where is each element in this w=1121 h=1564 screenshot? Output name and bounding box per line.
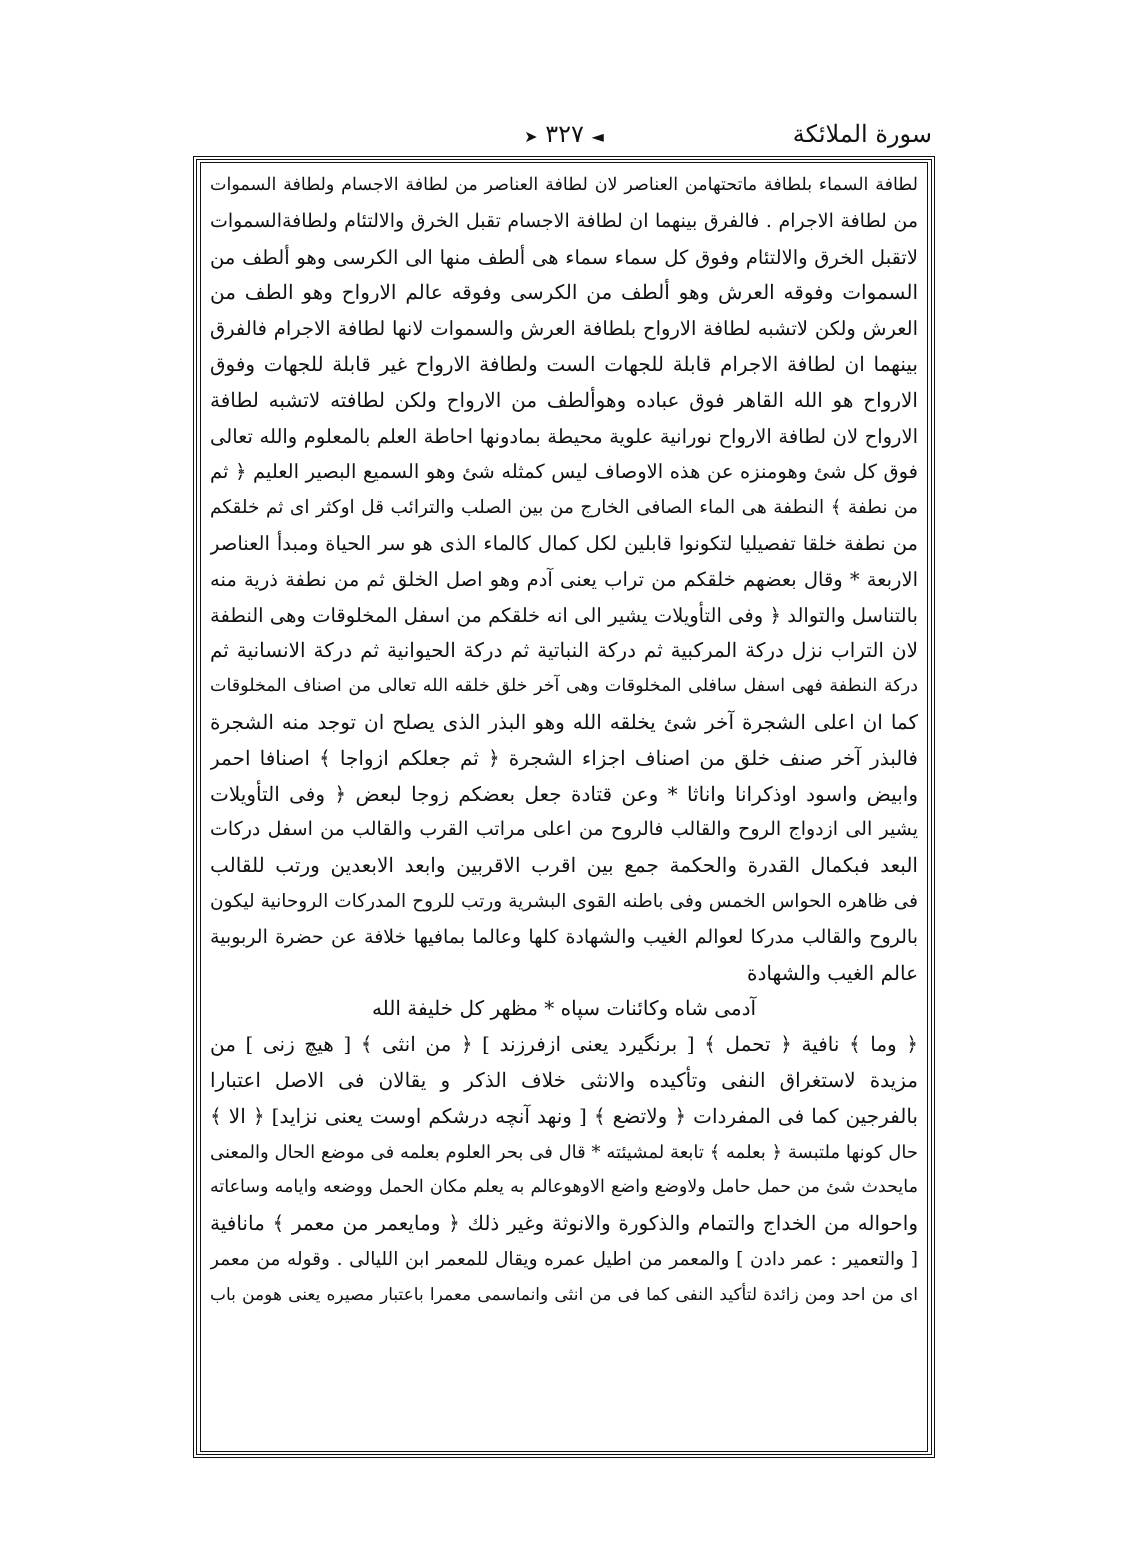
text-line: مايحدث شئ من حمل حامل ولاوضع واضع الاوهوعالم به يعلم مكان الحمل ووضعه وايامه وساعاته	[210, 1177, 918, 1198]
page-number-group	[196, 120, 932, 148]
text-line: لان التراب نزل دركة المركبية ثم دركة النباتية ثم دركة الحيوانية ثم دركة الانسانية ثم	[210, 638, 918, 663]
text-line: الاربعة * وقال بعضهم خلقكم من تراب يعنى آدم وهو اصل الخلق ثم من نطفة ذرية منه	[210, 567, 918, 591]
text-line: اى من احد ومن زائدة لتأكيد النفى كما فى من انثى وانماسمى معمرا باعتبار مصيره يعنى هومن باب	[210, 1284, 918, 1305]
text-line: عالم الغيب والشهادة	[747, 960, 918, 985]
text-line: من لطافة الاجرام . فالفرق بينهما ان لطافة الاجسام تقبل الخرق والالتئام ولطافةالسموات	[210, 209, 918, 232]
text-line: العرش ولكن لاتشبه لطافة الارواح بلطافة العرش والسموات لانها لطافة الاجرام فالفرق	[210, 317, 918, 341]
text-line: البعد فبكمال القدرة والحكمة جمع بين اقرب الاقربين وابعد الابعدين ورتب للقالب	[210, 853, 918, 878]
text-line: حال كونها ملتبسة ﴿ بعلمه ﴾ تابعة لمشيئته * قال فى بحر العلوم بعلمه فى موضع الحال والمعنى	[210, 1141, 918, 1163]
text-line: من نطفة خلقا تفصيليا لتكونوا قابلين لكل كمال كالماء الذى هو سر الحياة ومبدأ العناصر	[210, 531, 918, 555]
surah-name: سورة الملائكة	[792, 120, 932, 148]
text-line: لطافة السماء بلطافة ماتحتهامن العناصر لان لطافة العناصر من لطافة الاجسام ولطافة السموات	[210, 175, 918, 195]
text-line: بينهما ان لطافة الاجرام قابلة للجهات الست ولطافة الارواح غير قابلة للجهات وفوق	[210, 351, 918, 376]
text-line: بالتناسل والتوالد ﴿ وفى التأويلات يشير الى انه خلقكم من اسفل المخلوقات وهى النطفة	[210, 603, 918, 627]
text-line: دركة النطفة فهى اسفل سافلى المخلوقات وهى آخر خلق خلقه الله تعالى من اصناف المخلوقات	[210, 676, 918, 697]
text-line: الارواح هو الله القاهر فوق عباده وهوألطف من الارواح ولكن لطافته لاتشبه لطافة	[210, 387, 918, 412]
text-line: لاتقبل الخرق والالتئام وفوق كل سماء سماء هى ألطف منها الى الكرسى وهو ألطف من	[210, 245, 918, 269]
text-line: السموات وفوقه العرش وهو ألطف من الكرسى وفوقه عالم الارواح وهو الطف من	[210, 280, 918, 305]
text-line: كما ان اعلى الشجرة آخر شئ يخلقه الله وهو البذر الذى يصلح ان توجد منه الشجرة	[210, 709, 918, 734]
text-line: من نطفة ﴾ النطفة هى الماء الصافى الخارج من بين الصلب والترائب قل اوكثر اى ثم خلقكم	[210, 497, 918, 519]
text-line: فالبذر آخر صنف خلق من اصناف اجزاء الشجرة ﴿ ثم جعلكم ازواجا ﴾ اصنافا احمر	[210, 745, 918, 770]
text-line: [ والتعمير : عمر دادن ] والمعمر من اطيل عمره ويقال للمعمر ابن الليالى . وقوله من معمر	[210, 1248, 918, 1270]
page-header	[196, 112, 932, 152]
text-line: فى ظاهره الحواس الخمس وفى باطنه القوى البشرية ورتب للروح المدركات الروحانية ليكون	[210, 890, 918, 912]
text-line: الارواح لان لطافة الارواح نورانية علوية محيطة بمادونها احاطة العلم بالمعلوم والله تعالى	[210, 424, 918, 448]
left-ornament-icon: ➤	[524, 127, 538, 146]
text-line: فوق كل شئ وهومنزه عن هذه الاوصاف ليس كمثله شئ وهو السميع البصير العليم ﴿ ثم	[210, 460, 918, 484]
text-line: ﴿ وما ﴾ نافية ﴿ تحمل ﴾ [ برنگيرد يعنى ازفرزند ] ﴿ من انثى ﴾ [ هيچ زنى ] من	[210, 1032, 918, 1057]
right-ornament-icon: ◄	[591, 127, 604, 146]
text-line: بالروح والقالب مدركا لعوالم الغيب والشهادة كلها وعالما بمافيها خلافة عن حضرة الربوبية	[210, 925, 918, 948]
text-line: واحواله من الخداج والتمام والذكورة والانوثة وغير ذلك ﴿ ومايعمر من معمر ﴾ مانافية	[210, 1211, 918, 1236]
text-line: يشير الى ازدواج الروح والقالب فالروح من اعلى مراتب القرب والقالب من اسفل دركات	[210, 818, 918, 841]
text-line: وابيض واسود اوذكرانا واناثا * وعن قتادة جعل بعضكم زوجا لبعض ﴿ وفى التأويلات	[210, 781, 918, 806]
verse-line: آدمى شاه وكائنات سپاه * مظهر كل خليفة الله	[371, 996, 757, 1021]
text-line: بالفرجين كما فى المفردات ﴿ ولاتضع ﴾ [ ونهد آنچه درشكم اوست يعنى نزايد] ﴿ الا ﴾	[210, 1103, 918, 1128]
page-body	[210, 168, 918, 1314]
page-number: ٣٢٧	[545, 120, 584, 148]
text-line: مزيدة لاستغراق النفى وتأكيده والانثى خلاف الذكر و يقالان فى الاصل اعتبارا	[210, 1067, 918, 1092]
